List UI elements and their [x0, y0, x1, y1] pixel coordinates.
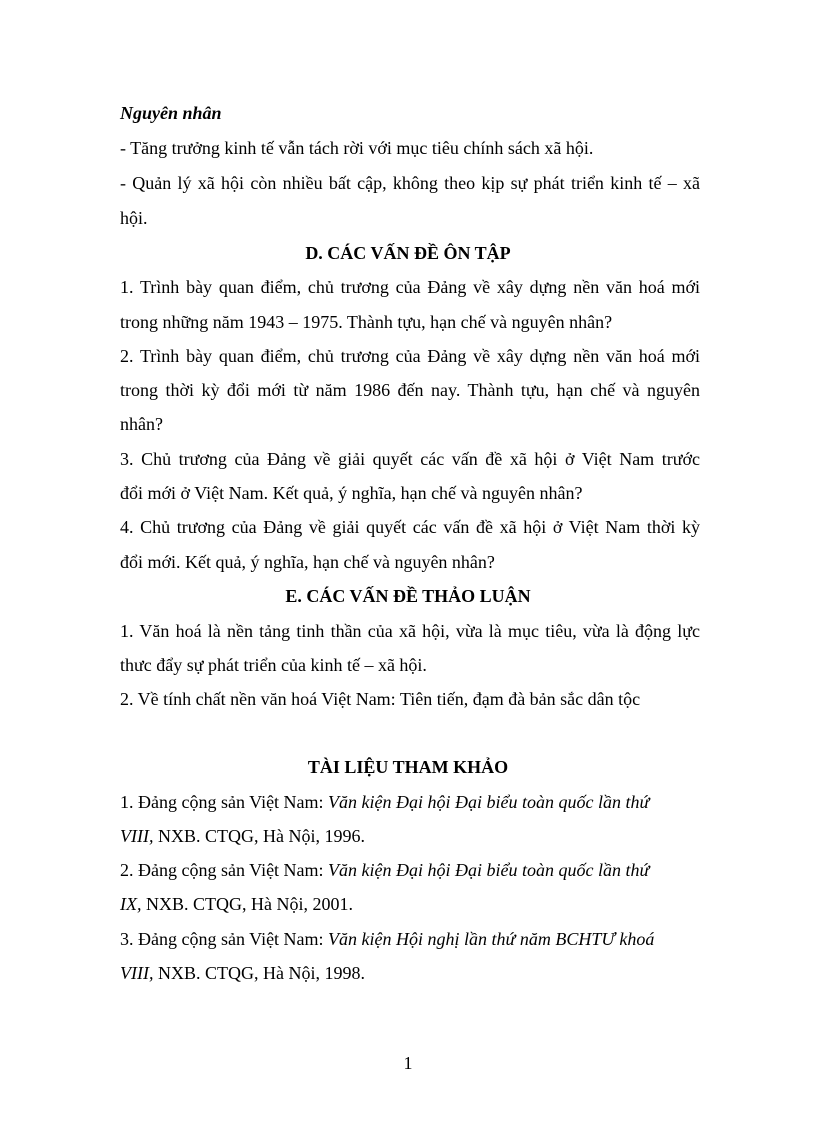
review-line: 3. Chủ trương của Đảng về giải quyết các vấn đề xã hội ở Việt Nam trước: [120, 449, 700, 469]
discussion-line: 1. Văn hoá là nền tảng tinh thần của xã hội, vừa là mục tiêu, vừa là động lực: [120, 621, 700, 641]
reference-line: 3. Đảng cộng sản Việt Nam: Văn kiện Hội nghị lần thứ năm BCHTƯ khoá: [120, 929, 655, 949]
cause-item: hội.: [120, 208, 148, 228]
review-line: đổi mới ở Việt Nam. Kết quả, ý nghĩa, hạn chế và nguyên nhân?: [120, 483, 583, 503]
review-line: trong thời kỳ đổi mới từ năm 1986 đến nay. Thành tựu, hạn chế và nguyên: [120, 380, 700, 400]
reference-line: 1. Đảng cộng sản Việt Nam: Văn kiện Đại hội Đại biểu toàn quốc lần thứ: [120, 792, 650, 812]
discussion-heading: E. CÁC VẤN ĐỀ THẢO LUẬN: [285, 586, 531, 606]
review-heading: D. CÁC VẤN ĐỀ ÔN TẬP: [305, 243, 511, 263]
references-heading: TÀI LIỆU THAM KHẢO: [307, 757, 509, 777]
review-line: nhân?: [120, 414, 163, 434]
discussion-line: thưc đẩy sự phát triển của kinh tế – xã hội.: [120, 655, 427, 675]
reference-line: IX, NXB. CTQG, Hà Nội, 2001.: [120, 894, 353, 914]
reference-line: VIII, NXB. CTQG, Hà Nội, 1998.: [120, 963, 365, 983]
discussion-line: 2. Về tính chất nền văn hoá Việt Nam: Tiên tiến, đạm đà bản sắc dân tộc: [120, 689, 641, 709]
cause-item: - Tăng trưởng kinh tế vẫn tách rời với mục tiêu chính sách xã hội.: [120, 138, 594, 158]
review-line: 1. Trình bày quan điểm, chủ trương của Đảng về xây dựng nền văn hoá mới: [120, 277, 700, 297]
reference-line: VIII, NXB. CTQG, Hà Nội, 1996.: [120, 826, 365, 846]
review-line: 4. Chủ trương của Đảng về giải quyết các vấn đề xã hội ở Việt Nam thời kỳ: [120, 517, 700, 537]
cause-item: - Quản lý xã hội còn nhiều bất cập, không theo kịp sự phát triển kinh tế – xã: [120, 173, 700, 193]
review-line: đổi mới. Kết quả, ý nghĩa, hạn chế và nguyên nhân?: [120, 552, 495, 572]
review-line: trong những năm 1943 – 1975. Thành tựu, hạn chế và nguyên nhân?: [120, 312, 613, 332]
reference-line: 2. Đảng cộng sản Việt Nam: Văn kiện Đại hội Đại biểu toàn quốc lần thứ: [120, 860, 650, 880]
review-line: 2. Trình bày quan điểm, chủ trương của Đảng về xây dựng nền văn hoá mới: [120, 346, 700, 366]
page-number: 1: [403, 1053, 413, 1073]
cause-heading: Nguyên nhân: [120, 103, 222, 123]
